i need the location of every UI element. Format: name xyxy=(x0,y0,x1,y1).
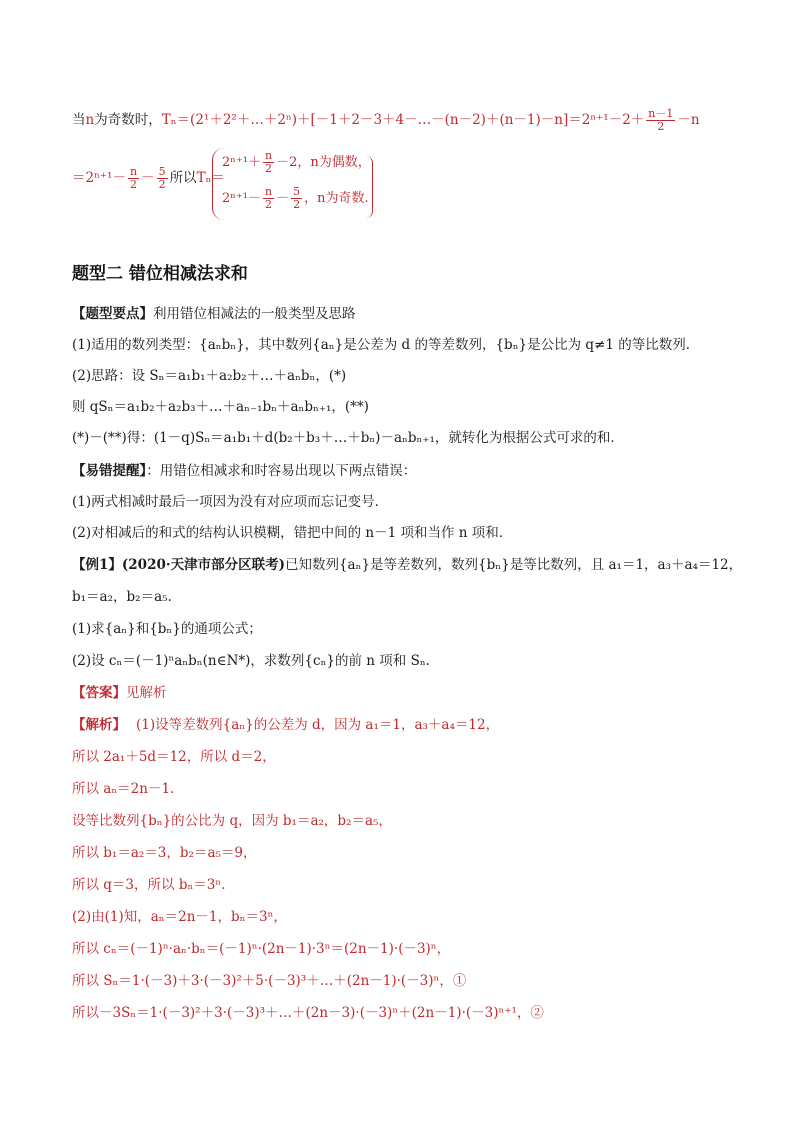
result-fraction-2 xyxy=(157,166,168,191)
case-even-fraction xyxy=(263,150,274,175)
solution-line-7: (2)由(1)知，aₙ＝2n－1，bₙ＝3ⁿ， xyxy=(72,909,287,925)
odd-case-expr: Tₙ＝(2¹＋2²＋…＋2ⁿ)＋[－1＋2－3＋4－…－(n－2)＋(n－1)－n]＝2ⁿ⁺¹－2＋ xyxy=(161,112,645,128)
fraction-numerator: 5 xyxy=(158,165,166,178)
warning-item-1: (1)两式相减时最后一项因为没有对应项而忘记变号． xyxy=(72,494,389,510)
example-question-2: (2)设 cₙ＝(－1)ⁿaₙbₙ(n∈N*)，求数列{cₙ}的前 n 项和 Sₙ. xyxy=(72,653,430,669)
fraction-denominator: 2 xyxy=(657,120,665,133)
key-points-text: 利用错位相减法的一般类型及思路 xyxy=(153,306,356,322)
paragraph-2: (2)思路：设 Sₙ＝a₁b₁＋a₂b₂＋…＋aₙbₙ，(*) xyxy=(72,368,347,384)
fraction-denominator: 2 xyxy=(130,178,138,191)
example-text: 已知数列{aₙ}是等差数列，数列{bₙ}是等比数列，且 a₁＝1，a₃＋a₄＝12， xyxy=(284,557,743,573)
example-header xyxy=(72,556,742,574)
solution-label: 【解析】 xyxy=(72,717,126,733)
paragraph-1: (1)适用的数列类型：{aₙbₙ}，其中数列{aₙ}是公差为 d 的等差数列，{bₙ}是公比为 q≠1 的等比数列． xyxy=(72,337,700,353)
fraction-denominator: 2 xyxy=(158,178,166,191)
odd-case-lead: 当 xyxy=(72,112,86,128)
result-fraction-1 xyxy=(128,166,139,191)
fraction-denominator: 2 xyxy=(293,198,301,211)
case-odd-fraction-2 xyxy=(291,186,302,211)
case-even-tail: －2，n为偶数， xyxy=(276,155,371,170)
result-tn: Tₙ＝ xyxy=(196,170,225,186)
odd-case-tail: －n xyxy=(677,112,700,128)
solution-line-10: 所以－3Sₙ＝1·(－3)²＋3·(－3)³＋…＋(2n－3)·(－3)ⁿ＋(2n－1)·(－3)ⁿ⁺¹，② xyxy=(72,1005,544,1021)
fraction-denominator: 2 xyxy=(265,198,273,211)
fraction-numerator: 5 xyxy=(293,185,301,198)
odd-case-line xyxy=(72,108,700,133)
solution-line-4: 设等比数列{bₙ}的公比为 q，因为 b₁＝a₂，b₂＝a₅， xyxy=(72,813,392,829)
solution-line-2: 所以 2a₁＋5d＝12，所以 d＝2， xyxy=(72,749,276,765)
fraction-denominator: 2 xyxy=(265,162,273,175)
fraction-numerator: n－1 xyxy=(648,107,674,120)
solution-line-3: 所以 aₙ＝2n－1. xyxy=(72,781,175,797)
case-odd-fraction-1 xyxy=(263,186,274,211)
answer xyxy=(72,684,167,702)
result-minus: － xyxy=(141,170,155,186)
example-text-2: b₁＝a₂，b₂＝a₅. xyxy=(72,589,172,605)
warning-label: 【易错提醒】 xyxy=(72,463,147,479)
section-title: 题型二 错位相减法求和 xyxy=(72,264,248,284)
key-points xyxy=(72,305,356,323)
fraction-numerator: n xyxy=(264,149,273,162)
solution-line-1 xyxy=(72,716,499,734)
case-odd xyxy=(222,186,369,211)
warning-item-2: (2)对相减后的和式的结构认识模糊，错把中间的 n－1 项和当作 n 项和． xyxy=(72,525,513,541)
example-question-1: (1)求{aₙ}和{bₙ}的通项公式； xyxy=(72,621,262,637)
odd-case-n: n xyxy=(85,112,95,128)
paragraph-3: 则 qSₙ＝a₁b₂＋a₂b₃＋…＋aₙ₋₁bₙ＋aₙbₙ₊₁，(**) xyxy=(72,399,369,415)
solution-line-5: 所以 b₁＝a₂＝3，b₂＝a₅＝9， xyxy=(72,845,257,861)
solution-line-6: 所以 q＝3，所以 bₙ＝3ⁿ. xyxy=(72,877,226,893)
fraction-numerator: n xyxy=(129,165,138,178)
paragraph-4: (*)－(**)得：(1－q)Sₙ＝a₁b₁＋d(b₂＋b₃＋…＋bₙ)－aₙbₙ₊₁，就转化为根据公式可求的和． xyxy=(72,430,624,446)
result-expr: ＝2ⁿ⁺¹－ xyxy=(72,170,126,186)
solution-line-8: 所以 cₙ＝(－1)ⁿ·aₙ·bₙ＝(－1)ⁿ·(2n－1)·3ⁿ＝(2n－1)·(－3)ⁿ， xyxy=(72,941,451,957)
odd-case-lead2: 为奇数时， xyxy=(94,112,162,128)
key-points-label: 【题型要点】 xyxy=(72,306,153,322)
result-so: 所以 xyxy=(169,170,197,186)
solution-text: (1)设等差数列{aₙ}的公差为 d，因为 a₁＝1，a₃＋a₄＝12， xyxy=(136,717,500,733)
example-source: (2020·天津市部分区联考) xyxy=(121,557,285,573)
result-line xyxy=(72,166,225,191)
answer-label: 【答案】 xyxy=(72,685,126,701)
warning xyxy=(72,462,416,480)
example-label: 【例1】 xyxy=(72,557,122,573)
answer-text: 见解析 xyxy=(126,685,167,701)
case-even xyxy=(222,150,371,175)
warning-text: ：用错位相减求和时容易出现以下两点错误： xyxy=(146,463,417,479)
fraction-numerator: n xyxy=(264,185,273,198)
solution-line-9: 所以 Sₙ＝1·(－3)＋3·(－3)²＋5·(－3)³＋…＋(2n－1)·(－3)ⁿ，① xyxy=(72,973,467,989)
case-odd-mid: － xyxy=(276,191,290,206)
odd-case-fraction xyxy=(646,108,675,133)
case-odd-expr: 2ⁿ⁺¹－ xyxy=(222,191,261,206)
case-odd-tail: ，n为奇数. xyxy=(304,191,369,206)
case-even-expr: 2ⁿ⁺¹＋ xyxy=(222,155,261,170)
